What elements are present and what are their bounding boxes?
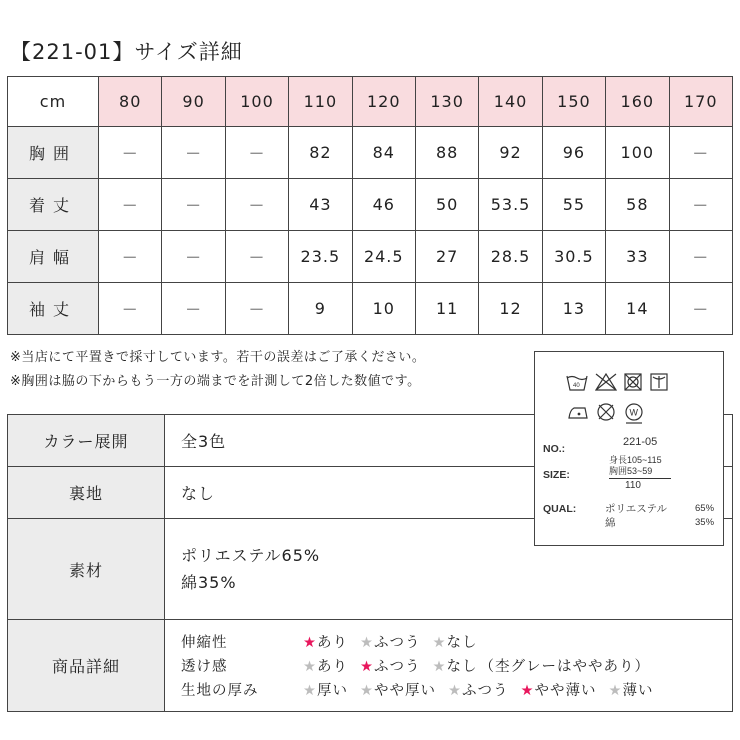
detail-option (360, 659, 421, 675)
table-row (8, 179, 733, 231)
star-icon: ★ (520, 683, 535, 699)
option-text: 厚い (317, 683, 348, 699)
table-row (8, 283, 733, 335)
size-cell: － (225, 179, 288, 231)
star-icon: ★ (360, 659, 374, 675)
color-label: カラー展開 (8, 415, 165, 467)
size-cell: 12 (479, 283, 542, 335)
detail-options (303, 631, 732, 652)
tag-size-line-1: 身長105~115 (609, 455, 662, 465)
detail-option (521, 683, 597, 699)
size-header-140: 140 (479, 77, 542, 127)
tag-no-value: 221-05 (623, 436, 658, 448)
iron-icon (569, 408, 587, 418)
detail-option (360, 635, 421, 651)
details-grid (181, 631, 732, 700)
option-text: 薄い (622, 683, 654, 699)
star-icon: ★ (608, 683, 623, 699)
row-label: 胸囲 (8, 127, 99, 179)
size-cell: 100 (606, 127, 669, 179)
tag-qual-label: QUAL: (543, 503, 577, 515)
size-cell: － (99, 283, 162, 335)
size-header-120: 120 (352, 77, 415, 127)
option-text: やや厚い (374, 683, 436, 699)
size-cell: 30.5 (542, 231, 605, 283)
star-icon: ★ (303, 683, 317, 699)
tag-size-value: 110 (625, 480, 641, 491)
size-table (7, 76, 733, 335)
size-cell: 58 (606, 179, 669, 231)
material-label: 素材 (8, 519, 165, 620)
size-cell: 96 (542, 127, 605, 179)
details-value (165, 620, 733, 712)
material-line-2: 綿35% (181, 573, 237, 592)
size-cell: 84 (352, 127, 415, 179)
size-header-row (8, 77, 733, 127)
size-cell: 55 (542, 179, 605, 231)
size-cell: － (669, 179, 732, 231)
size-cell: － (99, 127, 162, 179)
tag-no-label: NO.: (543, 443, 566, 455)
table-row (8, 127, 733, 179)
material-line-1: ポリエステル65% (181, 546, 321, 565)
size-cell: 92 (479, 127, 542, 179)
option-text: ふつう (374, 635, 421, 651)
note-1: ※当店にて平置きで採寸しています。若干の誤差はご了承ください。 (10, 350, 426, 365)
size-header-90: 90 (162, 77, 225, 127)
option-text: ふつう (462, 683, 509, 699)
size-header-170: 170 (669, 77, 732, 127)
detail-option (303, 635, 348, 651)
svg-text:40: 40 (573, 383, 580, 389)
size-cell: － (162, 179, 225, 231)
detail-option (433, 659, 478, 675)
size-cell: 24.5 (352, 231, 415, 283)
table-row (8, 231, 733, 283)
size-cell: 50 (415, 179, 478, 231)
size-header-80: 80 (99, 77, 162, 127)
star-icon: ★ (448, 683, 462, 699)
detail-name: 伸縮性 (181, 635, 228, 651)
care-tag (534, 351, 724, 546)
size-cell: 13 (542, 283, 605, 335)
star-icon: ★ (360, 635, 374, 651)
size-header-100: 100 (225, 77, 288, 127)
size-cell: 14 (606, 283, 669, 335)
page-title: 【221-01】サイズ詳細 (10, 40, 243, 64)
star-icon: ★ (432, 635, 447, 651)
size-cell: 33 (606, 231, 669, 283)
svg-text:W: W (629, 407, 638, 418)
detail-option (448, 683, 509, 699)
size-cell: 9 (289, 283, 352, 335)
tag-qual-names (605, 502, 667, 530)
note-2: ※胸囲は脇の下からもう一方の端までを計測して2倍した数値です。 (10, 374, 421, 389)
no-tumble-dry-icon (625, 374, 641, 390)
star-icon: ★ (432, 659, 447, 675)
size-cell: － (162, 231, 225, 283)
no-bleach-icon (596, 374, 616, 390)
option-text: やや薄い (534, 683, 597, 699)
option-text: ふつう (374, 659, 421, 675)
size-cell: 23.5 (289, 231, 352, 283)
size-cell: － (99, 179, 162, 231)
detail-option (609, 683, 654, 699)
star-icon: ★ (303, 659, 317, 675)
tag-size-divider (609, 478, 671, 479)
color-value: 全3色 (165, 415, 733, 467)
option-text: あり (317, 659, 348, 675)
tag-size-label: SIZE: (543, 469, 570, 481)
tag-qual-name-1: ポリエステル (605, 503, 668, 515)
unit-cell: cm (8, 77, 99, 127)
no-dry-clean-icon (598, 404, 614, 420)
detail-option (303, 683, 348, 699)
size-header-150: 150 (542, 77, 605, 127)
size-cell: 43 (289, 179, 352, 231)
size-cell: － (669, 283, 732, 335)
size-header-110: 110 (289, 77, 352, 127)
lining-label: 裏地 (8, 467, 165, 519)
size-cell: 27 (415, 231, 478, 283)
tag-labels (543, 436, 576, 522)
tag-qual-pct-1: 65% (695, 503, 715, 514)
size-cell: － (225, 127, 288, 179)
star-icon: ★ (303, 635, 317, 651)
detail-options (303, 679, 732, 700)
size-header-160: 160 (606, 77, 669, 127)
tag-size-range (609, 455, 662, 477)
size-cell: 28.5 (479, 231, 542, 283)
detail-option (433, 635, 478, 651)
tag-qual-pcts (695, 502, 714, 530)
size-cell: 82 (289, 127, 352, 179)
row-label: 袖丈 (8, 283, 99, 335)
lining-value: なし (165, 467, 733, 519)
option-text: あり (317, 635, 348, 651)
size-cell: 53.5 (479, 179, 542, 231)
option-text: なし (446, 635, 478, 651)
tag-size-line-2: 胸囲53~59 (609, 466, 653, 476)
wash-40-icon (567, 376, 587, 390)
size-cell: 46 (352, 179, 415, 231)
size-header-130: 130 (415, 77, 478, 127)
detail-option (303, 659, 348, 675)
detail-options (303, 655, 732, 676)
wet-clean-icon (626, 404, 642, 423)
line-dry-icon (651, 374, 667, 390)
detail-name: 生地の厚み (181, 683, 259, 699)
detail-option (360, 683, 436, 699)
option-text: なし (446, 659, 478, 675)
size-cell: － (99, 231, 162, 283)
tag-qual-name-2: 綿 (605, 517, 616, 529)
size-cell: － (225, 283, 288, 335)
notes (10, 346, 425, 394)
detail-note: （杢グレーはややあり） (479, 659, 650, 675)
detail-name: 透け感 (181, 659, 228, 675)
details-label: 商品詳細 (8, 620, 165, 712)
size-cell: 11 (415, 283, 478, 335)
size-cell: － (162, 127, 225, 179)
tag-qual-pct-2: 35% (695, 517, 715, 528)
size-cell: 88 (415, 127, 478, 179)
row-label: 肩幅 (8, 231, 99, 283)
size-cell: 10 (352, 283, 415, 335)
row-label: 着丈 (8, 179, 99, 231)
size-cell: － (669, 231, 732, 283)
care-icons (565, 372, 701, 428)
star-icon: ★ (360, 683, 374, 699)
size-cell: － (669, 127, 732, 179)
size-cell: － (162, 283, 225, 335)
size-cell: － (225, 231, 288, 283)
